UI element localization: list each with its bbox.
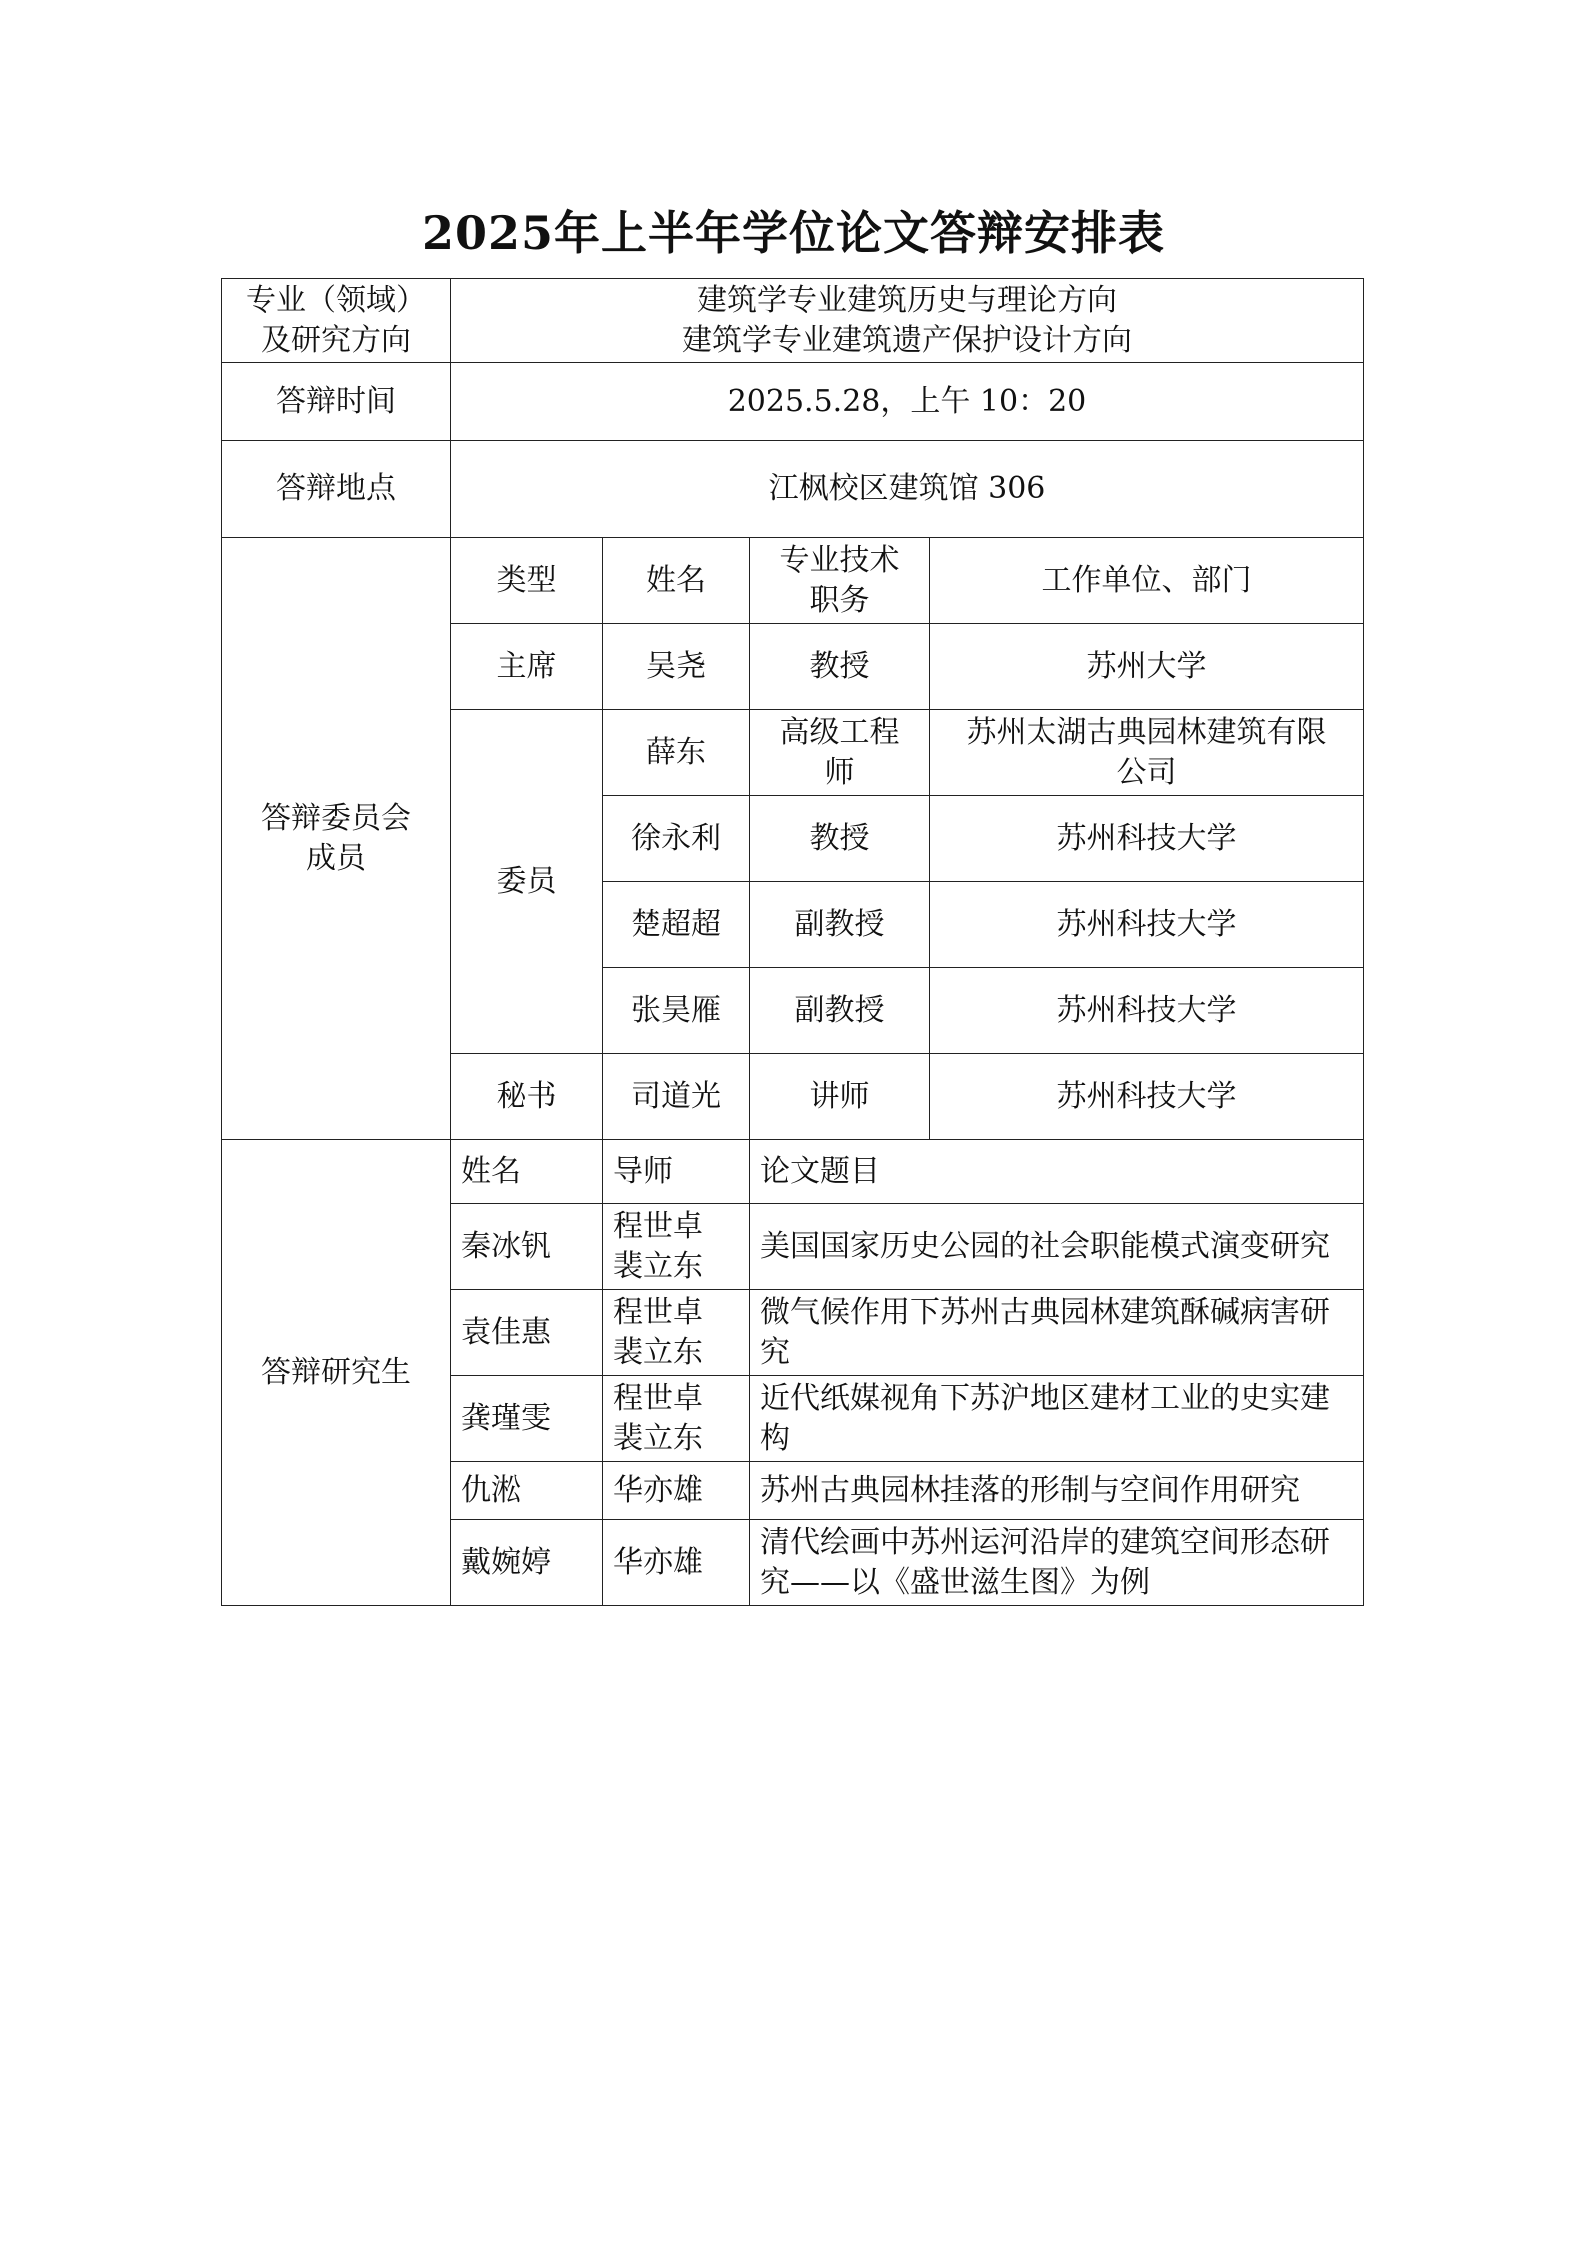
students-header-row	[222, 1140, 1364, 1204]
place-label: 答辩地点	[222, 441, 451, 538]
major-value: 建筑学专业建筑历史与理论方向 建筑学专业建筑遗产保护设计方向	[451, 279, 1364, 363]
secretary-type: 秘书	[451, 1054, 603, 1140]
chair-name: 吴尧	[603, 624, 750, 710]
time-value: 2025.5.28，上午 10：20	[451, 363, 1364, 441]
member-name: 薛东	[603, 710, 750, 796]
member-title: 高级工程 师	[750, 710, 930, 796]
major-row	[222, 279, 1364, 363]
student-advisor: 华亦雄	[603, 1520, 750, 1606]
student-thesis: 清代绘画中苏州运河沿岸的建筑空间形态研究——以《盛世滋生图》为例	[750, 1520, 1364, 1606]
time-label: 答辩时间	[222, 363, 451, 441]
secretary-unit: 苏州科技大学	[930, 1054, 1364, 1140]
defense-schedule-table	[221, 278, 1364, 1606]
student-thesis: 美国国家历史公园的社会职能模式演变研究	[750, 1204, 1364, 1290]
member-title: 副教授	[750, 882, 930, 968]
student-thesis: 微气候作用下苏州古典园林建筑酥碱病害研究	[750, 1290, 1364, 1376]
place-row	[222, 441, 1364, 538]
members-type: 委员	[451, 710, 603, 1054]
place-value: 江枫校区建筑馆 306	[451, 441, 1364, 538]
students-header-advisor: 导师	[603, 1140, 750, 1204]
member-title: 副教授	[750, 968, 930, 1054]
secretary-name: 司道光	[603, 1054, 750, 1140]
chair-type: 主席	[451, 624, 603, 710]
student-advisor: 程世卓 裴立东	[603, 1290, 750, 1376]
students-header-thesis: 论文题目	[750, 1140, 1364, 1204]
student-advisor: 华亦雄	[603, 1462, 750, 1520]
student-name: 仇淞	[451, 1462, 603, 1520]
committee-header-type: 类型	[451, 538, 603, 624]
student-thesis: 近代纸媒视角下苏沪地区建材工业的史实建构	[750, 1376, 1364, 1462]
time-row	[222, 363, 1364, 441]
students-section-label: 答辩研究生	[222, 1140, 451, 1606]
students-header-name: 姓名	[451, 1140, 603, 1204]
document-title: 2025年上半年学位论文答辩安排表	[421, 206, 1166, 260]
student-name: 秦冰钒	[451, 1204, 603, 1290]
major-label: 专业（领域） 及研究方向	[222, 279, 451, 363]
member-name: 张昊雁	[603, 968, 750, 1054]
committee-section-label: 答辩委员会 成员	[222, 538, 451, 1140]
member-title: 教授	[750, 796, 930, 882]
chair-title: 教授	[750, 624, 930, 710]
student-name: 龚瑾雯	[451, 1376, 603, 1462]
committee-header-title: 专业技术 职务	[750, 538, 930, 624]
member-unit: 苏州科技大学	[930, 968, 1364, 1054]
secretary-title: 讲师	[750, 1054, 930, 1140]
student-name: 戴婉婷	[451, 1520, 603, 1606]
chair-unit: 苏州大学	[930, 624, 1364, 710]
committee-header-unit: 工作单位、部门	[930, 538, 1364, 624]
member-name: 楚超超	[603, 882, 750, 968]
member-unit: 苏州科技大学	[930, 796, 1364, 882]
student-advisor: 程世卓 裴立东	[603, 1376, 750, 1462]
member-name: 徐永利	[603, 796, 750, 882]
committee-header-name: 姓名	[603, 538, 750, 624]
member-unit: 苏州太湖古典园林建筑有限 公司	[930, 710, 1364, 796]
member-unit: 苏州科技大学	[930, 882, 1364, 968]
student-name: 袁佳惠	[451, 1290, 603, 1376]
student-thesis: 苏州古典园林挂落的形制与空间作用研究	[750, 1462, 1364, 1520]
student-advisor: 程世卓 裴立东	[603, 1204, 750, 1290]
committee-header-row	[222, 538, 1364, 624]
